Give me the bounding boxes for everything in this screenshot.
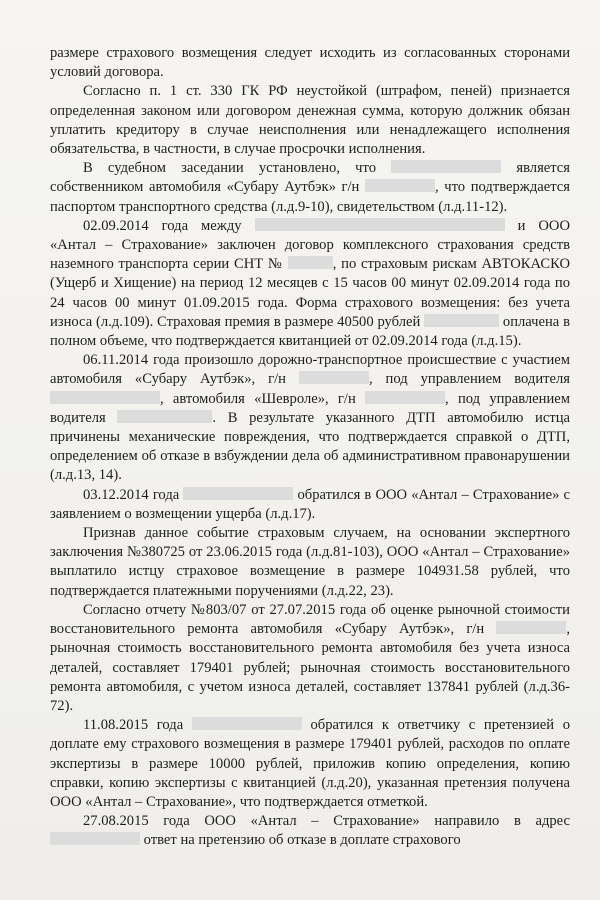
redacted-block bbox=[365, 391, 445, 404]
redacted-block bbox=[288, 256, 333, 269]
redacted-block bbox=[117, 410, 212, 423]
redacted-block bbox=[299, 371, 369, 384]
paragraph-p0 bbox=[50, 44, 570, 82]
paragraph-p3 bbox=[50, 217, 570, 351]
paragraph-text: , что подтверждается паспортом транспортного средства (л.д.9-10), свидетельством (л.д.11-12). bbox=[50, 179, 570, 215]
paragraph-text: , под управлением водителя bbox=[50, 390, 570, 426]
paragraph-p2 bbox=[50, 159, 570, 217]
paragraph-text: 02.09.2014 года между bbox=[83, 217, 255, 234]
paragraph-text: В судебном заседании установлено, что bbox=[83, 160, 392, 177]
paragraph-text: 11.08.2015 года bbox=[83, 717, 192, 734]
redacted-block bbox=[365, 179, 435, 192]
paragraph-text: ответ на претензию об отказе в доплате страхового bbox=[140, 832, 461, 849]
redacted-block bbox=[496, 621, 566, 634]
paragraph-text: Согласно отчету №803/07 от 27.07.2015 года об оценке рыночной стоимости восстановительного ремонта автомобиля «Субару Аутбэк», г/н bbox=[50, 601, 570, 638]
paragraph-text: обратился к ответчику с претензией о доплате ему страхового возмещения в размере 179401 рублей, расходов по оплате экспертизы в размере 10000 рублей, приложив копию определения, копию справки, копию экспертизы с квитанцией (л.д.20), указанная претензия получена ООО «Антал – Страхование», что подтверждается отметкой. bbox=[50, 717, 570, 810]
paragraph-text: , по страховым рискам АВТОКАСКО (Ущерб и Хищение) на период 12 месяцев с 15 часов 00 минут 02.09.2014 года по 24 часов 00 минут 01.09.2015 года. Форма страхового возмещения: без учета износа (л.д.109). Страховая премия в размере 40500 рублей bbox=[50, 256, 571, 330]
paragraph-text: 03.12.2014 года bbox=[83, 486, 184, 503]
redacted-block bbox=[192, 717, 302, 730]
paragraph-text: , рыночная стоимость восстановительного ремонта автомобиля без учета износа деталей, составляет 179401 рублей; рыночная стоимость восстановительного ремонта автомобиля, с учетом износа деталей, составляет 137841 рублей (л.д.36-72). bbox=[50, 621, 570, 714]
paragraph-text: оплачена в полном объеме, что подтверждается квитанцией от 02.09.2014 года (л.д.15). bbox=[50, 313, 570, 350]
paragraph-text: 27.08.2015 года ООО «Антал – Страхование» направило в адрес bbox=[83, 813, 570, 830]
paragraph-text: , под управлением водителя bbox=[368, 371, 570, 388]
paragraph-p6 bbox=[50, 524, 570, 601]
redacted-block bbox=[183, 487, 293, 500]
redacted-block bbox=[255, 218, 505, 231]
paragraph-text: является собственником автомобиля «Субару Аутбэк» г/н bbox=[50, 160, 571, 196]
paragraph-p1 bbox=[50, 82, 570, 159]
redacted-block bbox=[50, 391, 160, 404]
paragraph-text: , автомобиля «Шевроле», г/н bbox=[160, 390, 366, 407]
paragraph-text: . В результате указанного ДТП автомобилю истца причинены механические повреждения, что подтверждается справкой о ДТП, определением об отказе в взбуждении дела об административном правонарушении (л.д.13, 14). bbox=[50, 409, 570, 484]
redacted-block bbox=[391, 160, 501, 173]
paragraph-text: Согласно п. 1 ст. 330 ГК РФ неустойкой (штрафом, пеней) признается определенная законом или договором денежная сумма, которую должник обязан уплатить кредитору в случае неисполнения или ненадлежащего исполнения обязательства, в частности, в случае просрочки исполнения. bbox=[50, 83, 570, 158]
paragraph-text: Признав данное событие страховым случаем, на основании экспертного заключения №380725 от 23.06.2015 года (л.д.81-103), ООО «Антал – Страхование» выплатило истцу страховое возмещение в размере 104931.58 рублей, что подтверждается платежными поручениями (л.д.22, 23). bbox=[50, 525, 570, 599]
redacted-block bbox=[50, 832, 140, 845]
paragraph-p4 bbox=[50, 351, 570, 485]
paragraph-text: размере страхового возмещения следует исходить из согласованных сторонами условий договора. bbox=[50, 45, 570, 81]
paragraph-p7 bbox=[50, 601, 570, 716]
paragraph-p8 bbox=[50, 716, 570, 812]
paragraph-p9 bbox=[50, 812, 570, 850]
paragraph-text: и ООО «Антал – Страхование» заключен договор комплексного страхования средств наземного транспорта серии СНТ № bbox=[50, 217, 570, 273]
paragraph-p5 bbox=[50, 486, 570, 524]
paragraph-text: обратился в ООО «Антал – Страхование» с заявлением о возмещении ущерба (л.д.17). bbox=[50, 486, 570, 522]
paragraph-text: 06.11.2014 года произошло дорожно-транспортное происшествие с участием автомобиля «Субару Аутбэк», г/н bbox=[50, 352, 570, 388]
document-body bbox=[50, 44, 570, 851]
redacted-block bbox=[424, 314, 499, 327]
